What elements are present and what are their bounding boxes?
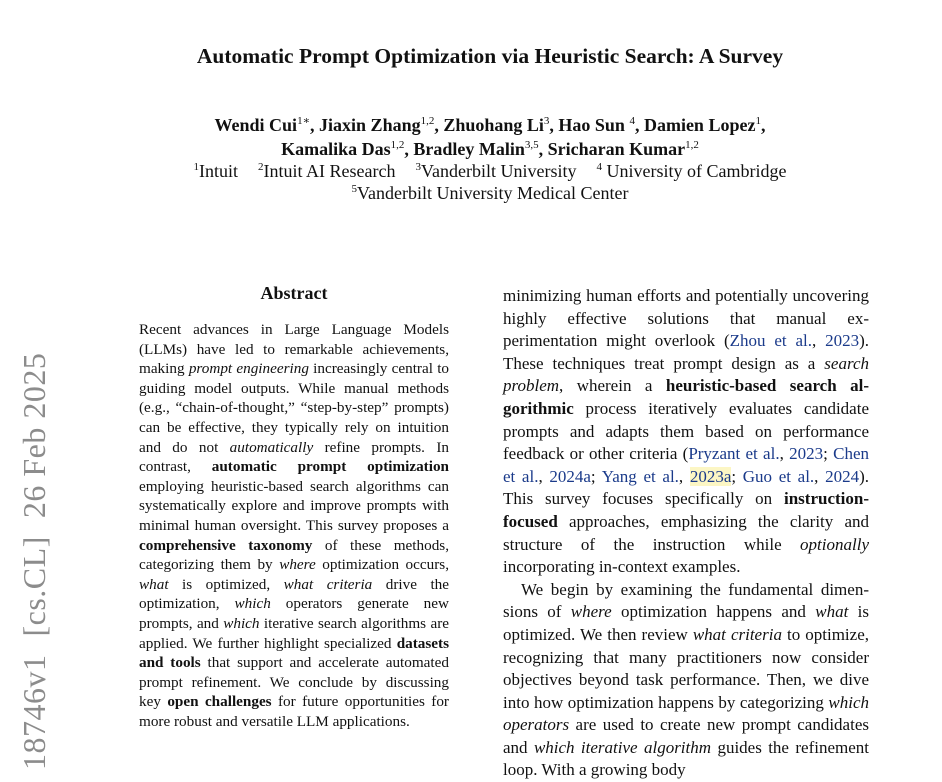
author: Kamalika Das: [281, 139, 391, 159]
affil-mark: 4: [596, 161, 602, 173]
affiliation: University of Cambridge: [606, 161, 787, 181]
italic-term: automatically: [229, 438, 314, 456]
bold-term: comprehensive taxonomy: [139, 536, 313, 554]
author-list: [0, 113, 942, 161]
bold-term: datasets and tools: [139, 634, 449, 672]
bold-term: automatic prompt optimization: [211, 458, 449, 476]
arxiv-category: [cs.CL]: [16, 536, 52, 637]
author-line-1: Wendi Cui$^{1∗}$, Jiaxin Zhang$^{1,2}$, Zhuohang Li$^3$, Hao Sun $^4$, Damien Lopez$^1$,: [214, 115, 766, 135]
author-affil-mark: 1,2: [390, 139, 405, 151]
text-run: ;: [590, 466, 602, 486]
text-run: employing heuristic-based search algorithms can systematically explore and improve prompts with minimal human oversight. This survey proposes a: [139, 477, 449, 534]
text-run: ,: [814, 466, 826, 486]
italic-term: which iterative algorithm: [533, 737, 712, 757]
italic-term: search problem: [503, 353, 869, 396]
affiliation-line-2: [0, 182, 942, 204]
author-affil-mark: 3,5: [524, 139, 539, 151]
body-paragraph-1: [503, 285, 869, 579]
author-affil-mark: 1,2: [420, 115, 435, 127]
author-affil-mark: 1∗: [297, 115, 311, 127]
text-run: ,: [812, 331, 826, 351]
citation-link[interactable]: 2023: [789, 444, 824, 464]
paper-title: Automatic Prompt Optimization via Heuristic Search: A Survey: [196, 44, 784, 68]
text-run: iterative search algorithms are applied. We further highlight specialized: [139, 614, 449, 652]
text-run: refine prompts. In contrast,: [139, 438, 449, 476]
author: Hao Sun: [558, 115, 625, 135]
text-run: are used to create new prompt candidates and: [503, 715, 869, 757]
text-run: process iteratively evaluates candidate prompts and adapts them based on performance feedback or other criteria (: [503, 398, 869, 464]
text-run: operators generate new prompts, and: [139, 595, 449, 632]
text-run: that support and accelerate automated prompt refinement. We conclude by discussing key: [139, 654, 449, 711]
citation-link[interactable]: 2024a: [549, 466, 591, 486]
text-run: We begin by examining the fundamental dimensions of: [503, 579, 869, 622]
text-run: optimization occurs,: [315, 556, 449, 574]
author-line-2: Kamalika Das$^{1,2}$, Bradley Malin$^{3,5}$, Sricharan Kumar$^{1,2}$: [281, 139, 699, 159]
author: Bradley Malin: [413, 139, 525, 159]
right-column: [503, 285, 869, 782]
bold-term: heuristic-based search algorithmic: [503, 376, 869, 418]
text-run: minimizing human efforts and potentially uncovering highly effective solutions that manual experimentation might overlook (: [503, 286, 869, 351]
citation-link[interactable]: Yang et al.: [601, 466, 679, 486]
italic-term: what criteria: [692, 624, 782, 644]
text-run: , wherein a: [559, 376, 666, 396]
italic-term: what criteria: [283, 575, 373, 593]
text-run: ). These techniques treat prompt design as a: [503, 331, 869, 373]
affil-mark: 2: [258, 161, 264, 173]
italic-term: optionally: [800, 534, 869, 554]
italic-term: prompt engineering: [188, 360, 309, 378]
text-run: increasingly central to guiding model outputs. While manual methods (e.g., “chain-of-thought,” “step-by-step” prompts) can be effective, they typically rely on intuition and do not: [139, 360, 450, 456]
author-affil-mark: 3: [543, 115, 550, 127]
author-affil-mark: 4: [629, 115, 635, 127]
citation-link[interactable]: Pryzant et al.: [688, 444, 780, 464]
affiliation-line-1: [0, 160, 942, 182]
italic-term: which operators: [503, 692, 869, 735]
text-run: of these methods, categorizing them by: [139, 536, 449, 574]
body-paragraph-2: [503, 579, 869, 782]
author: Jiaxin Zhang: [319, 115, 421, 135]
author: Sricharan Kumar: [547, 139, 686, 159]
citation-link[interactable]: 2023a: [689, 466, 732, 486]
author-affil-mark: 1: [755, 115, 761, 127]
abstract-heading: Abstract: [260, 283, 328, 303]
affiliation: Vanderbilt University: [421, 161, 577, 181]
text-run: ,: [678, 466, 690, 486]
text-run: to optimize, recognizing that many practitioners now consider objectives beyond task performance. Then, we dive into how optimization happens by categorizing: [503, 624, 869, 712]
affiliation: Intuit: [199, 161, 239, 181]
text-run: drive the optimization,: [139, 575, 449, 613]
text-run: is optimized,: [168, 575, 284, 593]
italic-term: which: [234, 595, 271, 613]
italic-term: what: [139, 575, 169, 593]
italic-term: what: [815, 602, 849, 622]
citation-link[interactable]: Guo et al.: [742, 466, 815, 486]
text-run: incorporating in-context examples.: [503, 557, 741, 577]
abstract-paragraph: [139, 320, 449, 731]
text-run: for future opportunities for more robust and versatile LLM applications.: [139, 693, 449, 730]
affiliation: Vanderbilt University Medical Center: [357, 183, 629, 203]
text-run: ). This survey focuses specifically on: [503, 466, 870, 509]
italic-term: which: [223, 614, 260, 632]
affil-mark: 3: [415, 161, 421, 173]
text-run: Recent advances in Large Language Models (LLMs) have led to remarkable achievements, making: [139, 321, 449, 378]
bold-term: instruction-focused: [503, 489, 869, 531]
text-run: guides the refinement loop. With a growing body: [503, 737, 869, 780]
affil-mark: 1: [193, 161, 200, 173]
text-run: ;: [731, 466, 743, 486]
text-run: approaches, emphasizing the clarity and structure of the instruction while: [503, 511, 869, 554]
bold-term: open challenges: [167, 693, 272, 711]
arxiv-id: 18746v1: [16, 654, 52, 770]
italic-term: where: [570, 602, 612, 622]
arxiv-stamp: [16, 353, 53, 770]
author: Zhuohang Li: [443, 115, 544, 135]
text-run: is optimized. We then review: [503, 602, 869, 644]
italic-term: where: [279, 556, 316, 574]
text-run: optimization happens and: [611, 602, 816, 622]
arxiv-date: 26 Feb 2025: [16, 352, 52, 519]
text-run: ;: [823, 444, 834, 464]
abstract-text: [139, 320, 449, 731]
author-affil-mark: 1,2: [685, 139, 699, 151]
citation-link[interactable]: 2024: [825, 466, 860, 486]
text-run: ,: [779, 444, 790, 464]
affiliation: Intuit AI Research: [263, 161, 396, 181]
citation-link[interactable]: Chen et al.: [503, 444, 869, 486]
citation-link[interactable]: Zhou et al.: [729, 331, 812, 351]
citation-link[interactable]: 2023: [825, 331, 860, 351]
text-run: ,: [538, 466, 550, 486]
author: Damien Lopez: [643, 115, 756, 135]
author: Wendi Cui: [214, 115, 298, 135]
affiliation-list: [0, 160, 942, 204]
affil-mark: 5: [351, 183, 358, 195]
